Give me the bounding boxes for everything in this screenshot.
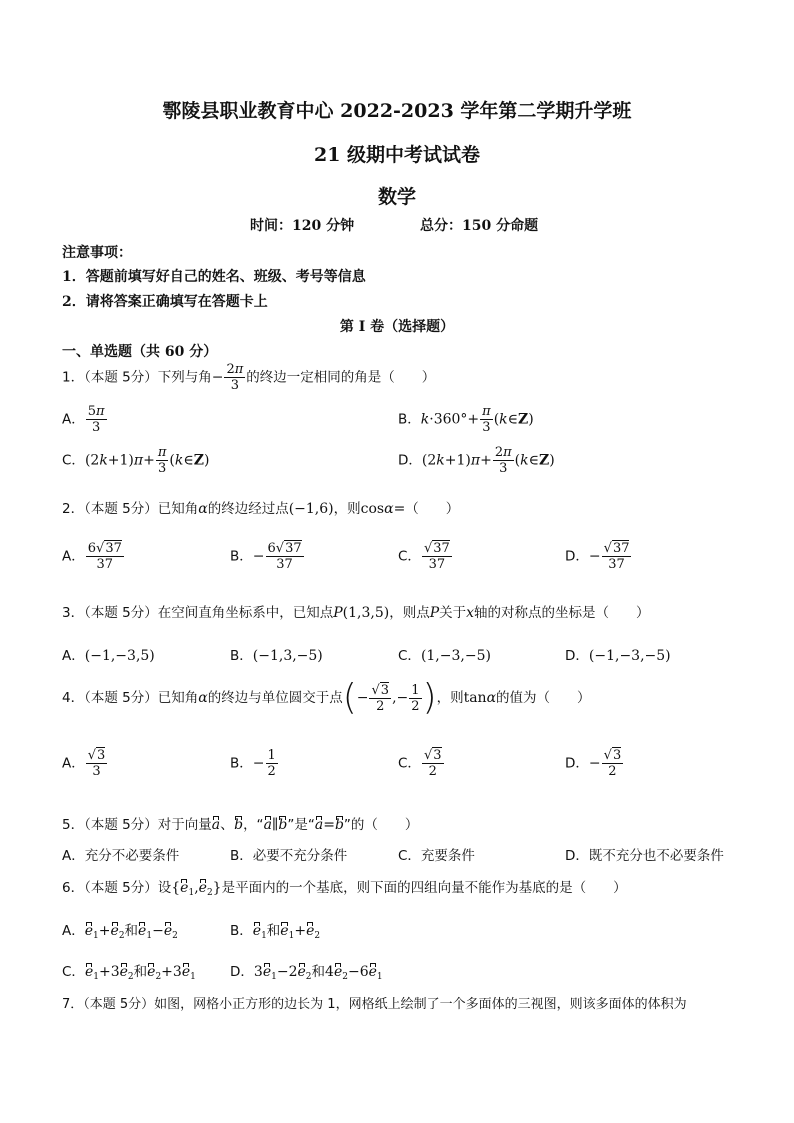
notes-item-1: 1．答题前填写好自己的姓名、班级、考号等信息 — [62, 269, 366, 285]
q1-option-d: D．(2k+1)π+ $\frac{2\pi}{3}$ (k∈Z) — [398, 445, 555, 476]
q4-option-b: B．− $\frac{1}{2}$ — [230, 748, 276, 779]
q1-suffix: 的终边一定相同的角是（ ） — [246, 369, 436, 386]
notes-heading: 注意事项： — [62, 245, 132, 261]
q5-option-a: A．充分不必要条件 — [62, 848, 180, 864]
q3-option-a: A．(−1,−3,5) — [62, 648, 155, 664]
q6-option-a: A．$e_1+e_2$和$e_1-e_2$ — [62, 923, 178, 941]
q6-option-d: D．$3e_1-2e_2$和$4e_2-6e_1$ — [230, 964, 383, 982]
q3-option-b: B．(−1,3,−5) — [230, 648, 323, 664]
notes-item-2: 2．请将答案正确填写在答题卡上 — [62, 294, 268, 310]
question-6: 6．（本题 5分）设$\{e_1,e_2\}$是平面内的一个基底，则下面的四组向量不能作为基底的是（ ） — [62, 880, 627, 898]
exam-title-line2: 21 级期中考试试卷 — [313, 144, 481, 166]
q4-option-d: D．− $\frac{√3}{2}$ — [565, 748, 622, 779]
question-7: 7．（本题 5分）如图，网格小正方形的边长为 1，网格纸上绘制了一个多面体的三视图，则该多面体的体积为 — [62, 997, 687, 1012]
question-5: 5．（本题 5分）对于向量a、b，“a∥b”是“a=b”的（ ） — [62, 817, 419, 833]
q5-option-c: C．充要条件 — [398, 848, 475, 864]
q4-option-c: C． $\frac{√3}{2}$ — [398, 748, 442, 779]
part-heading: 一、单选题（共 60 分） — [62, 344, 218, 360]
volume-heading: 第 I 卷（选择题） — [339, 319, 455, 335]
q1-option-b: B．k·360°+ $\frac{\pi}{3}$ (k∈Z) — [398, 404, 534, 435]
exam-title-line1: 鄠陵县职业教育中心 2022-2023 学年第二学期升学班 — [162, 100, 632, 122]
q1-option-c: C．(2k+1)π+ $\frac{\pi}{3}$ (k∈Z) — [62, 445, 210, 476]
subject-title: 数学 — [377, 186, 416, 208]
exam-time: 时间：120 分钟 — [250, 218, 355, 234]
q4-option-a: A． $\frac{√3}{3}$ — [62, 748, 106, 779]
question-4: 4．（本题 5分）已知角α的终边与单位圆交于点(− $\frac{√3}{2}$ ,− $\frac{1}{2}$ )，则tanα的值为（ ） — [62, 677, 591, 718]
q3-option-d: D．(−1,−3,−5) — [565, 648, 671, 664]
question-1: 1．（本题 5分）下列与角− $\frac{2\pi}{3}$ 的终边一定相同的角是（ ） — [62, 362, 436, 393]
q1-angle: $\frac{2\pi}{3}$ — [226, 362, 244, 393]
q3-option-c: C．(1,−3,−5) — [398, 648, 491, 664]
q1-option-a: A． $\frac{5\pi}{3}$ — [62, 404, 105, 435]
q2-option-a: A． $\frac{6√37}{37}$ — [62, 541, 122, 572]
question-3: 3．（本题 5分）在空间直角坐标系中，已知点P(1,3,5)，则点P关于x轴的对称点的坐标是（ ） — [62, 605, 650, 621]
q2-option-d: D．− $\frac{√37}{37}$ — [565, 541, 630, 572]
q5-option-b: B．必要不充分条件 — [230, 848, 348, 864]
q2-option-b: B．− $\frac{6√37}{37}$ — [230, 541, 302, 572]
q6-option-c: C．$e_1+3e_2$和$e_2+3e_1$ — [62, 964, 196, 982]
question-2: 2．（本题 5分）已知角α的终边经过点(−1,6)，则cosα=（ ） — [62, 501, 460, 517]
q6-option-b: B．$e_1$和$e_1+e_2$ — [230, 923, 321, 941]
q2-option-c: C． $\frac{√37}{37}$ — [398, 541, 450, 572]
q1-prefix: 1．（本题 5分）下列与角 — [62, 369, 212, 386]
exam-score: 总分：150 分命题 — [420, 218, 539, 234]
q5-option-d: D．既不充分也不必要条件 — [565, 848, 724, 864]
